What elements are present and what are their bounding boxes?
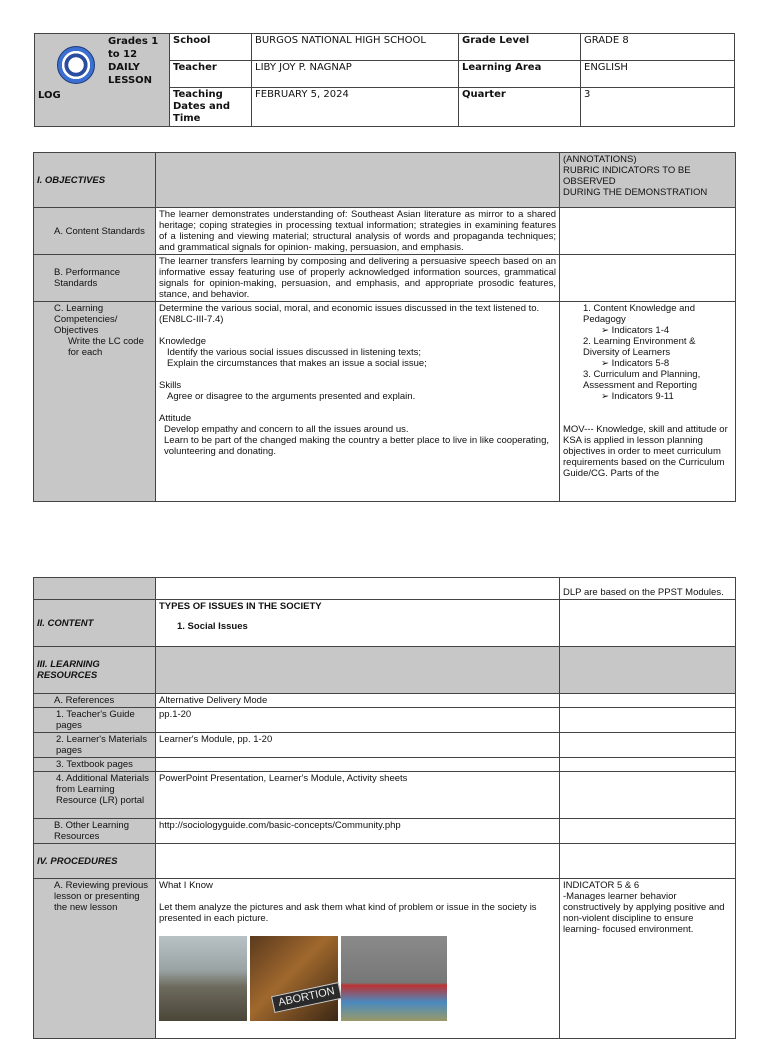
lm-value: Learner's Module, pp. 1-20 — [156, 733, 560, 758]
content-standards-text: The learner demonstrates understanding of: Southeast Asian literature as mirror to a shared heritage; coping strategies in processing textual information; strategies in examining features of a listening and viewing material; structural analysis of words and propaganda techniques; and grammatical signals for opinion- making, persuasion, and emphasis. — [156, 208, 560, 255]
content-topic: TYPES OF ISSUES IN THE SOCIETY — [159, 601, 322, 612]
grade-value: GRADE 8 — [581, 34, 735, 61]
arrow-bullet-icon: ➢ — [601, 358, 612, 369]
abortion-gavel-photo — [250, 936, 338, 1021]
annotations-cell: (ANNOTATIONS) RUBRIC INDICATORS TO BE OBSERVED DURING THE DEMONSTRATION — [560, 153, 736, 208]
tg-label: 1. Teacher's Guide pages — [34, 708, 156, 733]
dates-value: FEBRUARY 5, 2024 — [252, 88, 459, 127]
poverty-collage-photo — [341, 936, 447, 1021]
dates-label: Teaching Dates and Time — [170, 88, 252, 127]
indicator-text: -Manages learner behavior constructively by applying positive and non-violent discipline to ensure learning- focused environment. — [563, 891, 725, 935]
other-resources-link[interactable]: http://sociologyguide.com/basic-concepts/Community.php — [156, 819, 560, 844]
grade-label: Grade Level — [459, 34, 581, 61]
knowledge-heading: Knowledge — [159, 336, 207, 347]
additional-label: 4. Additional Materials from Learning Resource (LR) portal — [34, 772, 156, 819]
procedure-a-label: A. Reviewing previous lesson or presenting the new lesson — [34, 879, 156, 1039]
attitude-heading: Attitude — [159, 413, 192, 424]
other-resources-label: B. Other Learning Resources — [34, 819, 156, 844]
mov-text: MOV--- Knowledge, skill and attitude or KSA is applied in lesson planning objectives in order to meet curriculum requirements based on the Curriculum Guide/CG. Parts of the — [563, 424, 728, 479]
performance-standards-label: B. Performance Standards — [34, 255, 156, 302]
resources-heading: III. LEARNING RESOURCES — [34, 647, 156, 694]
teacher-label: Teacher — [170, 61, 252, 88]
content-heading: II. CONTENT — [34, 600, 156, 647]
tg-value: pp.1-20 — [156, 708, 560, 733]
area-label: Learning Area — [459, 61, 581, 88]
dlp-title-cell — [35, 34, 170, 127]
objectives-heading: I. OBJECTIVES — [34, 153, 156, 208]
quarter-label: Quarter — [459, 88, 581, 127]
teacher-value: LIBY JOY P. NAGNAP — [252, 61, 459, 88]
arrow-bullet-icon: ➢ — [601, 325, 612, 336]
performance-standards-text: The learner transfers learning by composing and delivering a persuasive speech based on an informative essay featuring use of properly acknowledged information sources, grammatical signals for opinion-making, persuasion, and emphasis, and appropriate prosodic features, stance, and behavior. — [156, 255, 560, 302]
school-value: BURGOS NATIONAL HIGH SCHOOL — [252, 34, 459, 61]
tb-label: 3. Textbook pages — [34, 758, 156, 772]
skills-heading: Skills — [159, 380, 182, 391]
tb-value — [156, 758, 560, 772]
content-table — [33, 577, 736, 1039]
abortion-sign: ABORTION — [271, 982, 342, 1013]
header-table — [34, 33, 735, 127]
area-value: ENGLISH — [581, 61, 735, 88]
objectives-table — [33, 152, 736, 502]
references-label: A. References — [34, 694, 156, 708]
content-subtopic: 1. Social Issues — [177, 621, 248, 632]
content-standards-label: A. Content Standards — [34, 208, 156, 255]
pollution-photo — [159, 936, 247, 1021]
procedure-a-content — [156, 879, 560, 1039]
procedure-instructions: Let them analyze the pictures and ask them what kind of problem or issue in the society is presented in each picture. — [159, 902, 537, 924]
procedures-heading: IV. PROCEDURES — [34, 844, 156, 879]
competencies-label-cell — [34, 302, 156, 502]
competencies-note: Write the LC code for each — [68, 336, 144, 358]
quarter-value: 3 — [581, 88, 735, 127]
arrow-bullet-icon: ➢ — [601, 391, 612, 402]
what-i-know: What I Know — [159, 880, 213, 891]
lm-label: 2. Learner's Materials pages — [34, 733, 156, 758]
rubric-cell: 1. Content Knowledge and Pedagogy ➢ Indicators 1-4 2. Learning Environment & Diversity of Learners ➢ Indicators 5-8 3. Curriculum and Planning, Assessment and Reporting ➢ Indicators 9-11 MOV--- Knowledge, skill and attitude or KSA is applied in lesson planning objectives in order to meet curriculum requirements based on the Curriculum Guide/CG. Parts of the — [560, 302, 736, 502]
indicator-cell — [560, 879, 736, 1039]
title-line1: Grades 1 to 12 — [108, 36, 159, 60]
school-label: School — [170, 34, 252, 61]
indicator-title: INDICATOR 5 & 6 — [563, 880, 640, 891]
dlp-note: DLP are based on the PPST Modules. — [560, 578, 736, 600]
title-line3: LOG — [38, 90, 61, 101]
competencies-label: C. Learning Competencies/ Objectives — [54, 303, 118, 336]
deped-seal-icon — [57, 46, 95, 84]
competencies-text: Determine the various social, moral, and economic issues discussed in the text listened to. (EN8LC-III-7.4) Knowledge Identify the various social issues discussed in listening texts; Explain the circumstances that makes an issue a social issue; Skills Agree or disagree to the arguments presented and explain. Attitude Develop empathy and concern to all the issues around us. Learn to be part of the changed making the country a better place to live in like cooperating, volunteering and donating. — [156, 302, 560, 502]
title-line2: DAILY LESSON — [108, 62, 153, 86]
references-value: Alternative Delivery Mode — [156, 694, 560, 708]
additional-value: PowerPoint Presentation, Learner's Module, Activity sheets — [156, 772, 560, 819]
